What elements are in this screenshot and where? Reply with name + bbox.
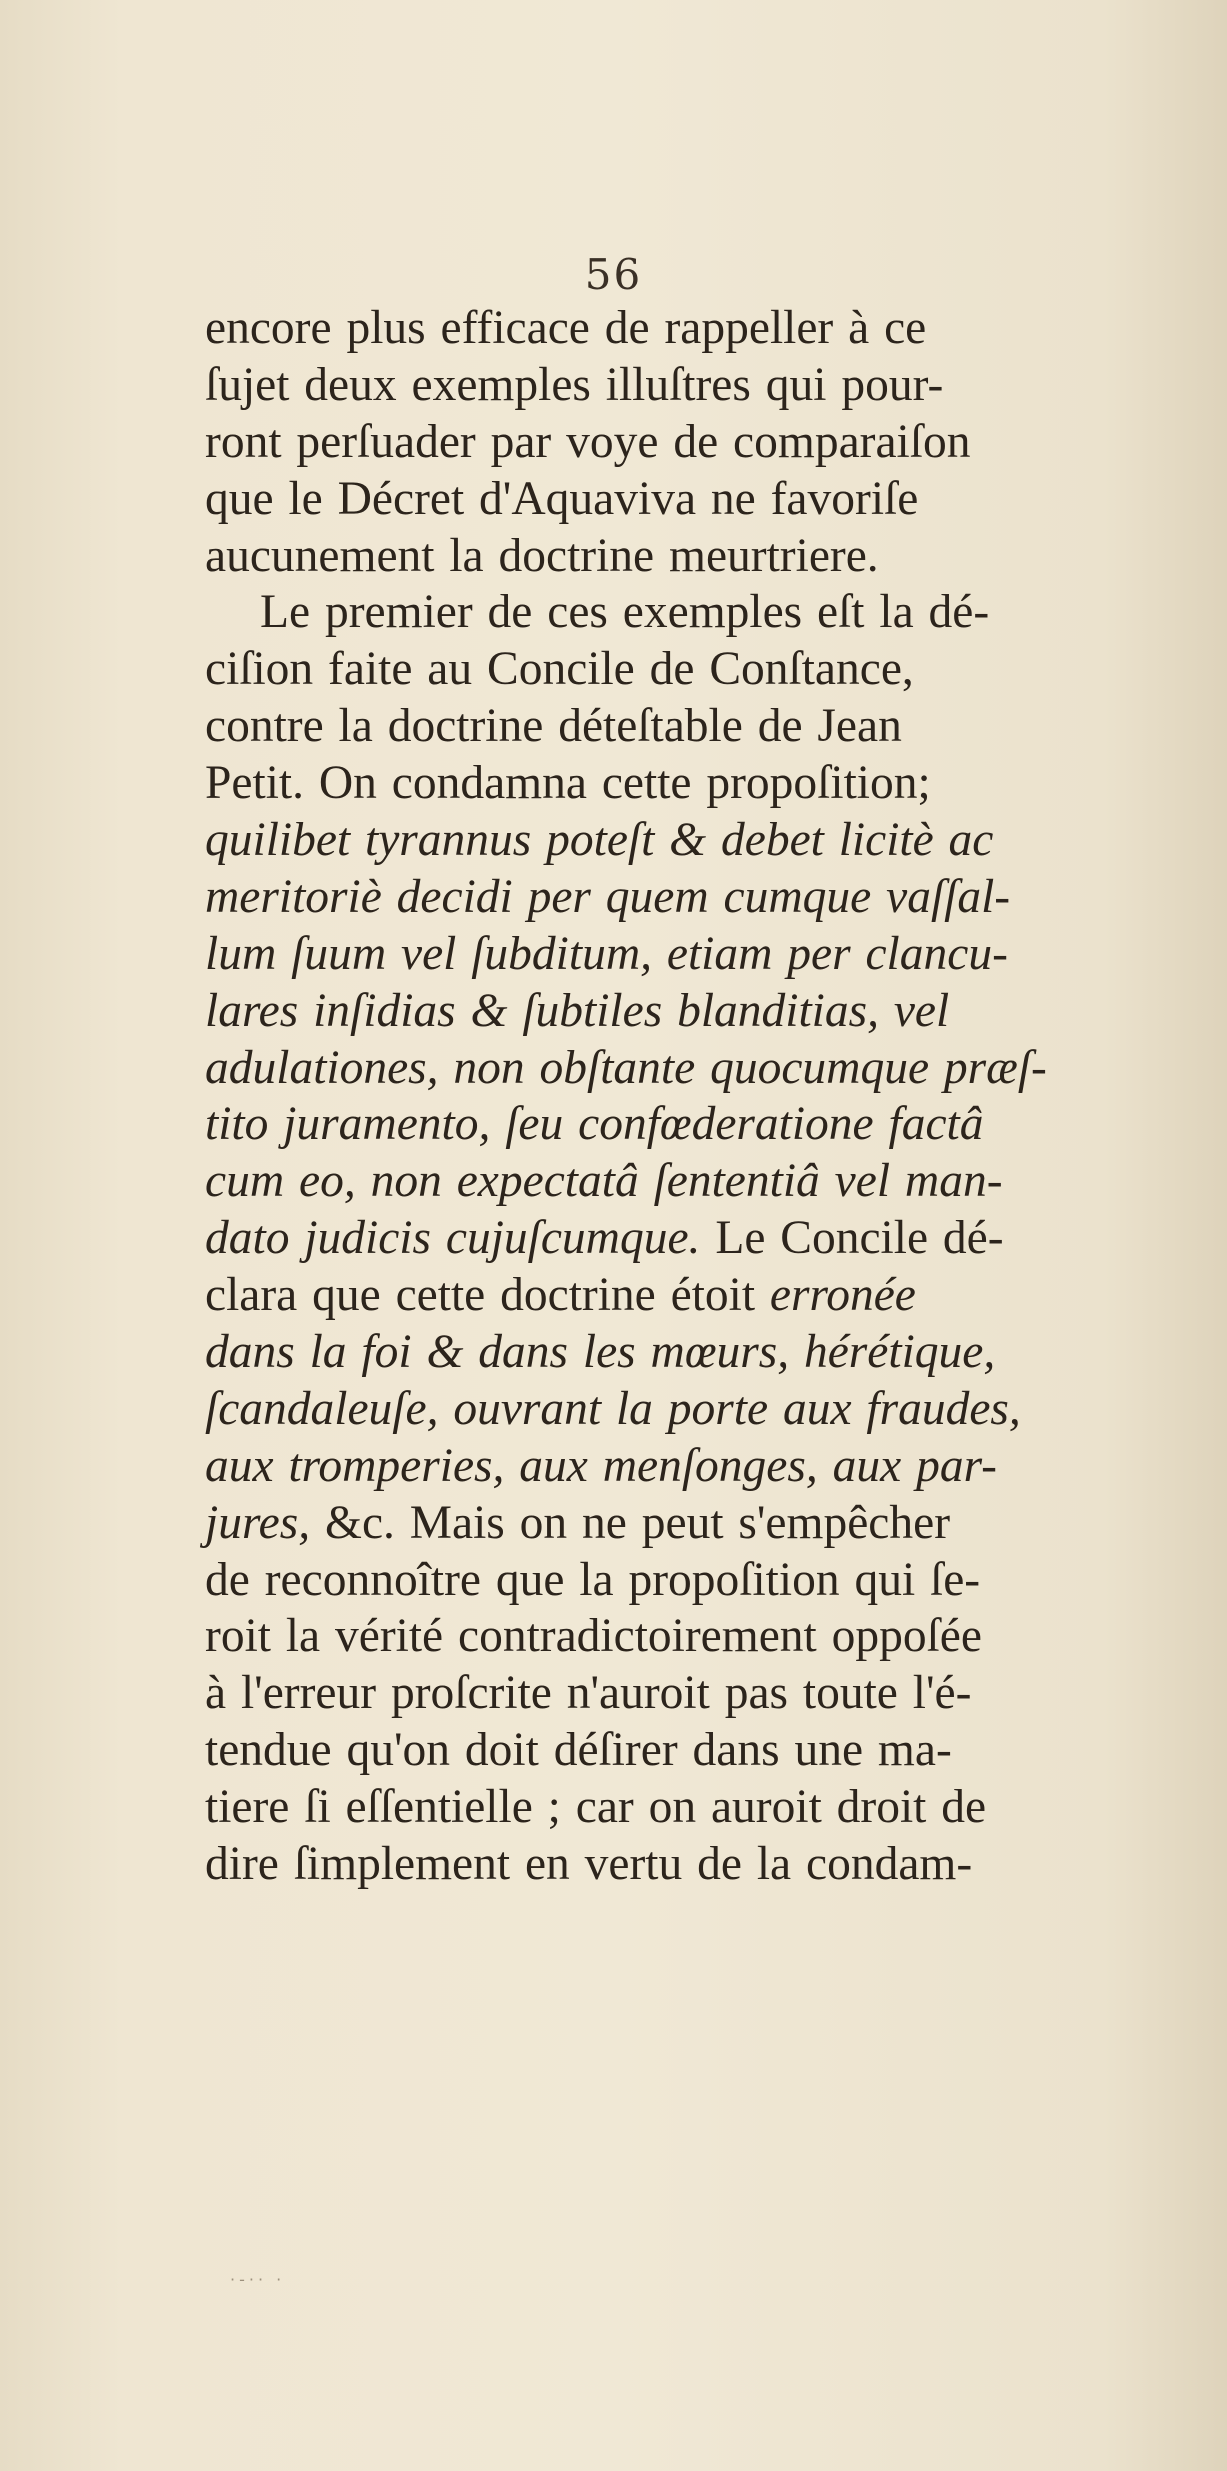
- text-line: ciſion faite au Concile de Conſtance,: [205, 643, 914, 696]
- latin-quote-line: lares inſidias & ſubtiles blanditias, vel: [205, 984, 950, 1037]
- latin-quote-line: cum eo, non expectatâ ſententiâ vel man-: [205, 1155, 1003, 1208]
- text-run: clara que cette doctrine étoit: [205, 1269, 756, 1322]
- latin-quote-line: lum ſuum vel ſubditum, etiam per clancu-: [205, 927, 1008, 980]
- text-line: aucunement la doctrine meurtriere.: [205, 529, 879, 582]
- text-run: &c. Mais on ne peut s'empêcher: [325, 1496, 951, 1549]
- text-line: à l'erreur proſcrite n'auroit pas toute l'é-: [205, 1667, 972, 1720]
- page-number: 56: [584, 250, 643, 299]
- latin-quote-line: meritoriè decidi per quem cumque vaſſal-: [205, 870, 1011, 923]
- text-line: que le Décret d'Aquaviva ne favoriſe: [205, 472, 919, 525]
- italic-run: erronée: [769, 1269, 916, 1322]
- mixed-line: [205, 1267, 1205, 1324]
- mixed-line: [205, 1495, 1205, 1552]
- latin-quote-line: quilibet tyrannus poteſt & debet licitè ac: [205, 814, 994, 867]
- text-line: ſujet deux exemples illuſtres qui pour-: [205, 358, 944, 411]
- text-line: contre la doctrine déteſtable de Jean: [205, 700, 902, 753]
- text-line: Petit. On condamna cette propoſition;: [205, 757, 931, 810]
- text-line: ront perſuader par voye de comparaiſon: [205, 415, 971, 468]
- text-line: roit la vérité contradictoirement oppoſée: [205, 1610, 982, 1663]
- text-line: tendue qu'on doit déſirer dans une ma-: [205, 1724, 952, 1777]
- body-text: [205, 300, 1205, 1893]
- italic-line: aux tromperies, aux menſonges, aux par-: [205, 1439, 997, 1492]
- text-run: Le Concile dé-: [715, 1212, 1004, 1265]
- text-line: de reconnoître que la propoſition qui ſe-: [205, 1553, 981, 1606]
- italic-line: ſcandaleuſe, ouvrant la porte aux fraudes,: [205, 1382, 1021, 1435]
- footer-marks: ·-·· ·: [230, 2270, 286, 2289]
- mixed-line: [205, 1210, 1205, 1267]
- text-line: tiere ſi eſſentielle ; car on auroit droit de: [205, 1781, 987, 1834]
- italic-run: jures,: [205, 1496, 311, 1549]
- italic-line: dans la foi & dans les mœurs, hérétique,: [205, 1326, 996, 1379]
- latin-quote-line: tito juramento, ſeu confœderatione factâ: [205, 1098, 984, 1151]
- latin-quote-end: dato judicis cujuſcumque.: [205, 1212, 701, 1265]
- paragraph-start-line: Le premier de ces exemples eſt la dé-: [260, 586, 990, 639]
- latin-quote-line: adulationes, non obſtante quocumque præſ-: [205, 1041, 1047, 1094]
- text-line: dire ſimplement en vertu de la condam-: [205, 1838, 973, 1891]
- text-line: encore plus efficace de rappeller à ce: [205, 302, 927, 354]
